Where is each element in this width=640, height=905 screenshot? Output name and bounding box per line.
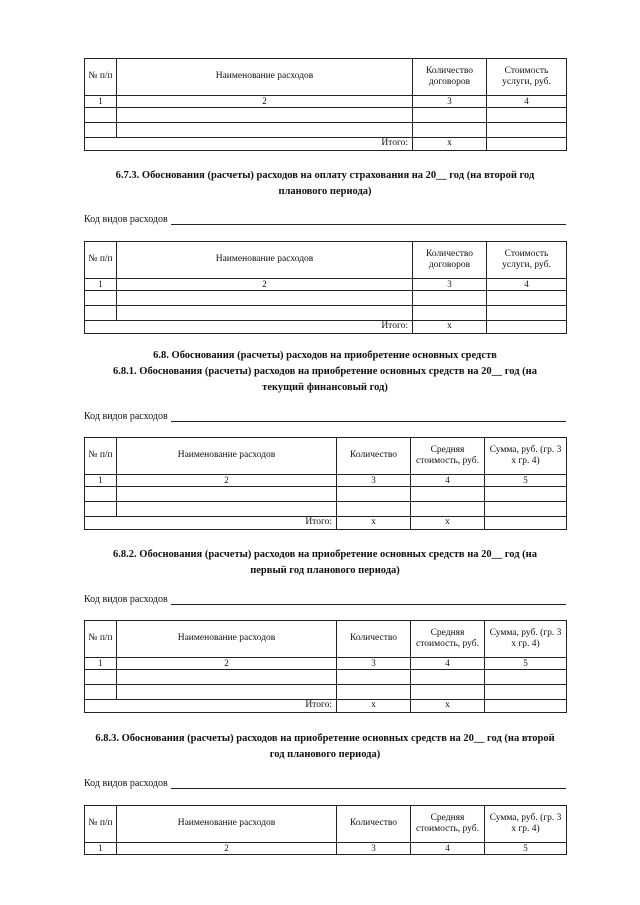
col-quantity: Количество — [337, 621, 411, 658]
col-sum: Сумма, руб. (гр. 3 х гр. 4) — [485, 438, 567, 475]
column-index-row — [85, 279, 567, 291]
col-sum: Сумма, руб. (гр. 3 х гр. 4) — [485, 806, 567, 843]
x-mark: х — [337, 700, 411, 713]
index-cell: 4 — [411, 475, 485, 487]
col-quantity: Количество — [337, 806, 411, 843]
expense-code-field[interactable] — [171, 412, 566, 422]
column-index-row — [85, 475, 567, 487]
table-row — [85, 123, 567, 138]
total-row — [85, 138, 567, 151]
table-header-row — [85, 621, 567, 658]
col-average-cost: Средняя стоимость, руб. — [411, 621, 485, 658]
x-mark: х — [411, 517, 485, 530]
expense-code-field[interactable] — [171, 215, 566, 225]
index-cell: 2 — [117, 96, 413, 108]
index-cell: 4 — [487, 279, 567, 291]
col-expense-name: Наименование расходов — [117, 806, 337, 843]
insurance-table-second-year — [84, 241, 567, 334]
index-cell: 3 — [337, 475, 411, 487]
column-index-row — [85, 96, 567, 108]
expense-code-field[interactable] — [171, 779, 566, 789]
table-row — [85, 108, 567, 123]
index-cell: 5 — [485, 475, 567, 487]
table-row — [85, 670, 567, 685]
total-label: Итого: — [85, 700, 337, 713]
total-label: Итого: — [85, 138, 413, 151]
expense-code-line — [84, 214, 566, 225]
col-expense-name: Наименование расходов — [117, 438, 337, 475]
table-header-row — [85, 242, 567, 279]
total-label: Итого: — [85, 517, 337, 530]
col-quantity: Количество — [337, 438, 411, 475]
index-cell: 4 — [487, 96, 567, 108]
col-contract-count: Количество договоров — [413, 242, 487, 279]
total-row — [85, 321, 567, 334]
expense-code-label: Код видов расходов — [84, 411, 168, 422]
col-expense-name: Наименование расходов — [117, 242, 413, 279]
assets-table-current-year — [84, 437, 567, 530]
section-heading-6-8-3: 6.8.3. Обоснования (расчеты) расходов на приобретение основных средств на 20__ год (на второй год планового периода) — [95, 733, 555, 760]
x-mark: х — [337, 517, 411, 530]
index-cell: 3 — [337, 658, 411, 670]
expense-code-line — [84, 411, 566, 422]
index-cell: 1 — [85, 843, 117, 855]
index-cell: 3 — [413, 96, 487, 108]
index-cell: 2 — [117, 279, 413, 291]
col-number: № п/п — [85, 438, 117, 475]
expense-code-label: Код видов расходов — [84, 214, 168, 225]
table-row — [85, 685, 567, 700]
table-row — [85, 502, 567, 517]
expense-code-line — [84, 594, 566, 605]
table-header-row — [85, 59, 567, 96]
column-index-row — [85, 843, 567, 855]
index-cell: 1 — [85, 96, 117, 108]
index-cell: 5 — [485, 658, 567, 670]
col-contract-count: Количество договоров — [413, 59, 487, 96]
section-heading-6-7-3: 6.7.3. Обоснования (расчеты) расходов на оплату страхования на 20__ год (на второй год планового периода) — [115, 170, 535, 197]
column-index-row — [85, 658, 567, 670]
index-cell: 2 — [117, 658, 337, 670]
expense-code-label: Код видов расходов — [84, 594, 168, 605]
table-row — [85, 291, 567, 306]
table-row — [85, 306, 567, 321]
table-header-row — [85, 806, 567, 843]
index-cell: 2 — [117, 475, 337, 487]
index-cell: 3 — [337, 843, 411, 855]
col-number: № п/п — [85, 621, 117, 658]
x-mark: х — [413, 138, 487, 151]
index-cell: 1 — [85, 279, 117, 291]
col-number: № п/п — [85, 242, 117, 279]
table-header-row — [85, 438, 567, 475]
total-row — [85, 517, 567, 530]
col-sum: Сумма, руб. (гр. 3 х гр. 4) — [485, 621, 567, 658]
expense-code-label: Код видов расходов — [84, 778, 168, 789]
total-row — [85, 700, 567, 713]
index-cell: 3 — [413, 279, 487, 291]
index-cell: 5 — [485, 843, 567, 855]
assets-table-first-plan-year — [84, 620, 567, 713]
index-cell: 2 — [117, 843, 337, 855]
index-cell: 4 — [411, 843, 485, 855]
x-mark: х — [413, 321, 487, 334]
table-row — [85, 487, 567, 502]
index-cell: 1 — [85, 475, 117, 487]
col-service-cost: Стоимость услуги, руб. — [487, 59, 567, 96]
section-heading-6-8: 6.8. Обоснования (расчеты) расходов на приобретение основных средств 6.8.1. Обоснования (расчеты) расходов на приобретение основных средств на 20__ год (на текущий финансовый год) — [113, 350, 537, 393]
col-expense-name: Наименование расходов — [117, 621, 337, 658]
col-number: № п/п — [85, 59, 117, 96]
col-average-cost: Средняя стоимость, руб. — [411, 438, 485, 475]
expense-code-line — [84, 778, 566, 789]
expense-code-field[interactable] — [171, 595, 566, 605]
x-mark: х — [411, 700, 485, 713]
col-service-cost: Стоимость услуги, руб. — [487, 242, 567, 279]
col-average-cost: Средняя стоимость, руб. — [411, 806, 485, 843]
index-cell: 4 — [411, 658, 485, 670]
insurance-table-continued — [84, 58, 567, 151]
total-label: Итого: — [85, 321, 413, 334]
col-expense-name: Наименование расходов — [117, 59, 413, 96]
assets-table-second-plan-year — [84, 805, 567, 855]
section-heading-6-8-2: 6.8.2. Обоснования (расчеты) расходов на приобретение основных средств на 20__ год (на первый год планового периода) — [113, 549, 537, 576]
index-cell: 1 — [85, 658, 117, 670]
col-number: № п/п — [85, 806, 117, 843]
